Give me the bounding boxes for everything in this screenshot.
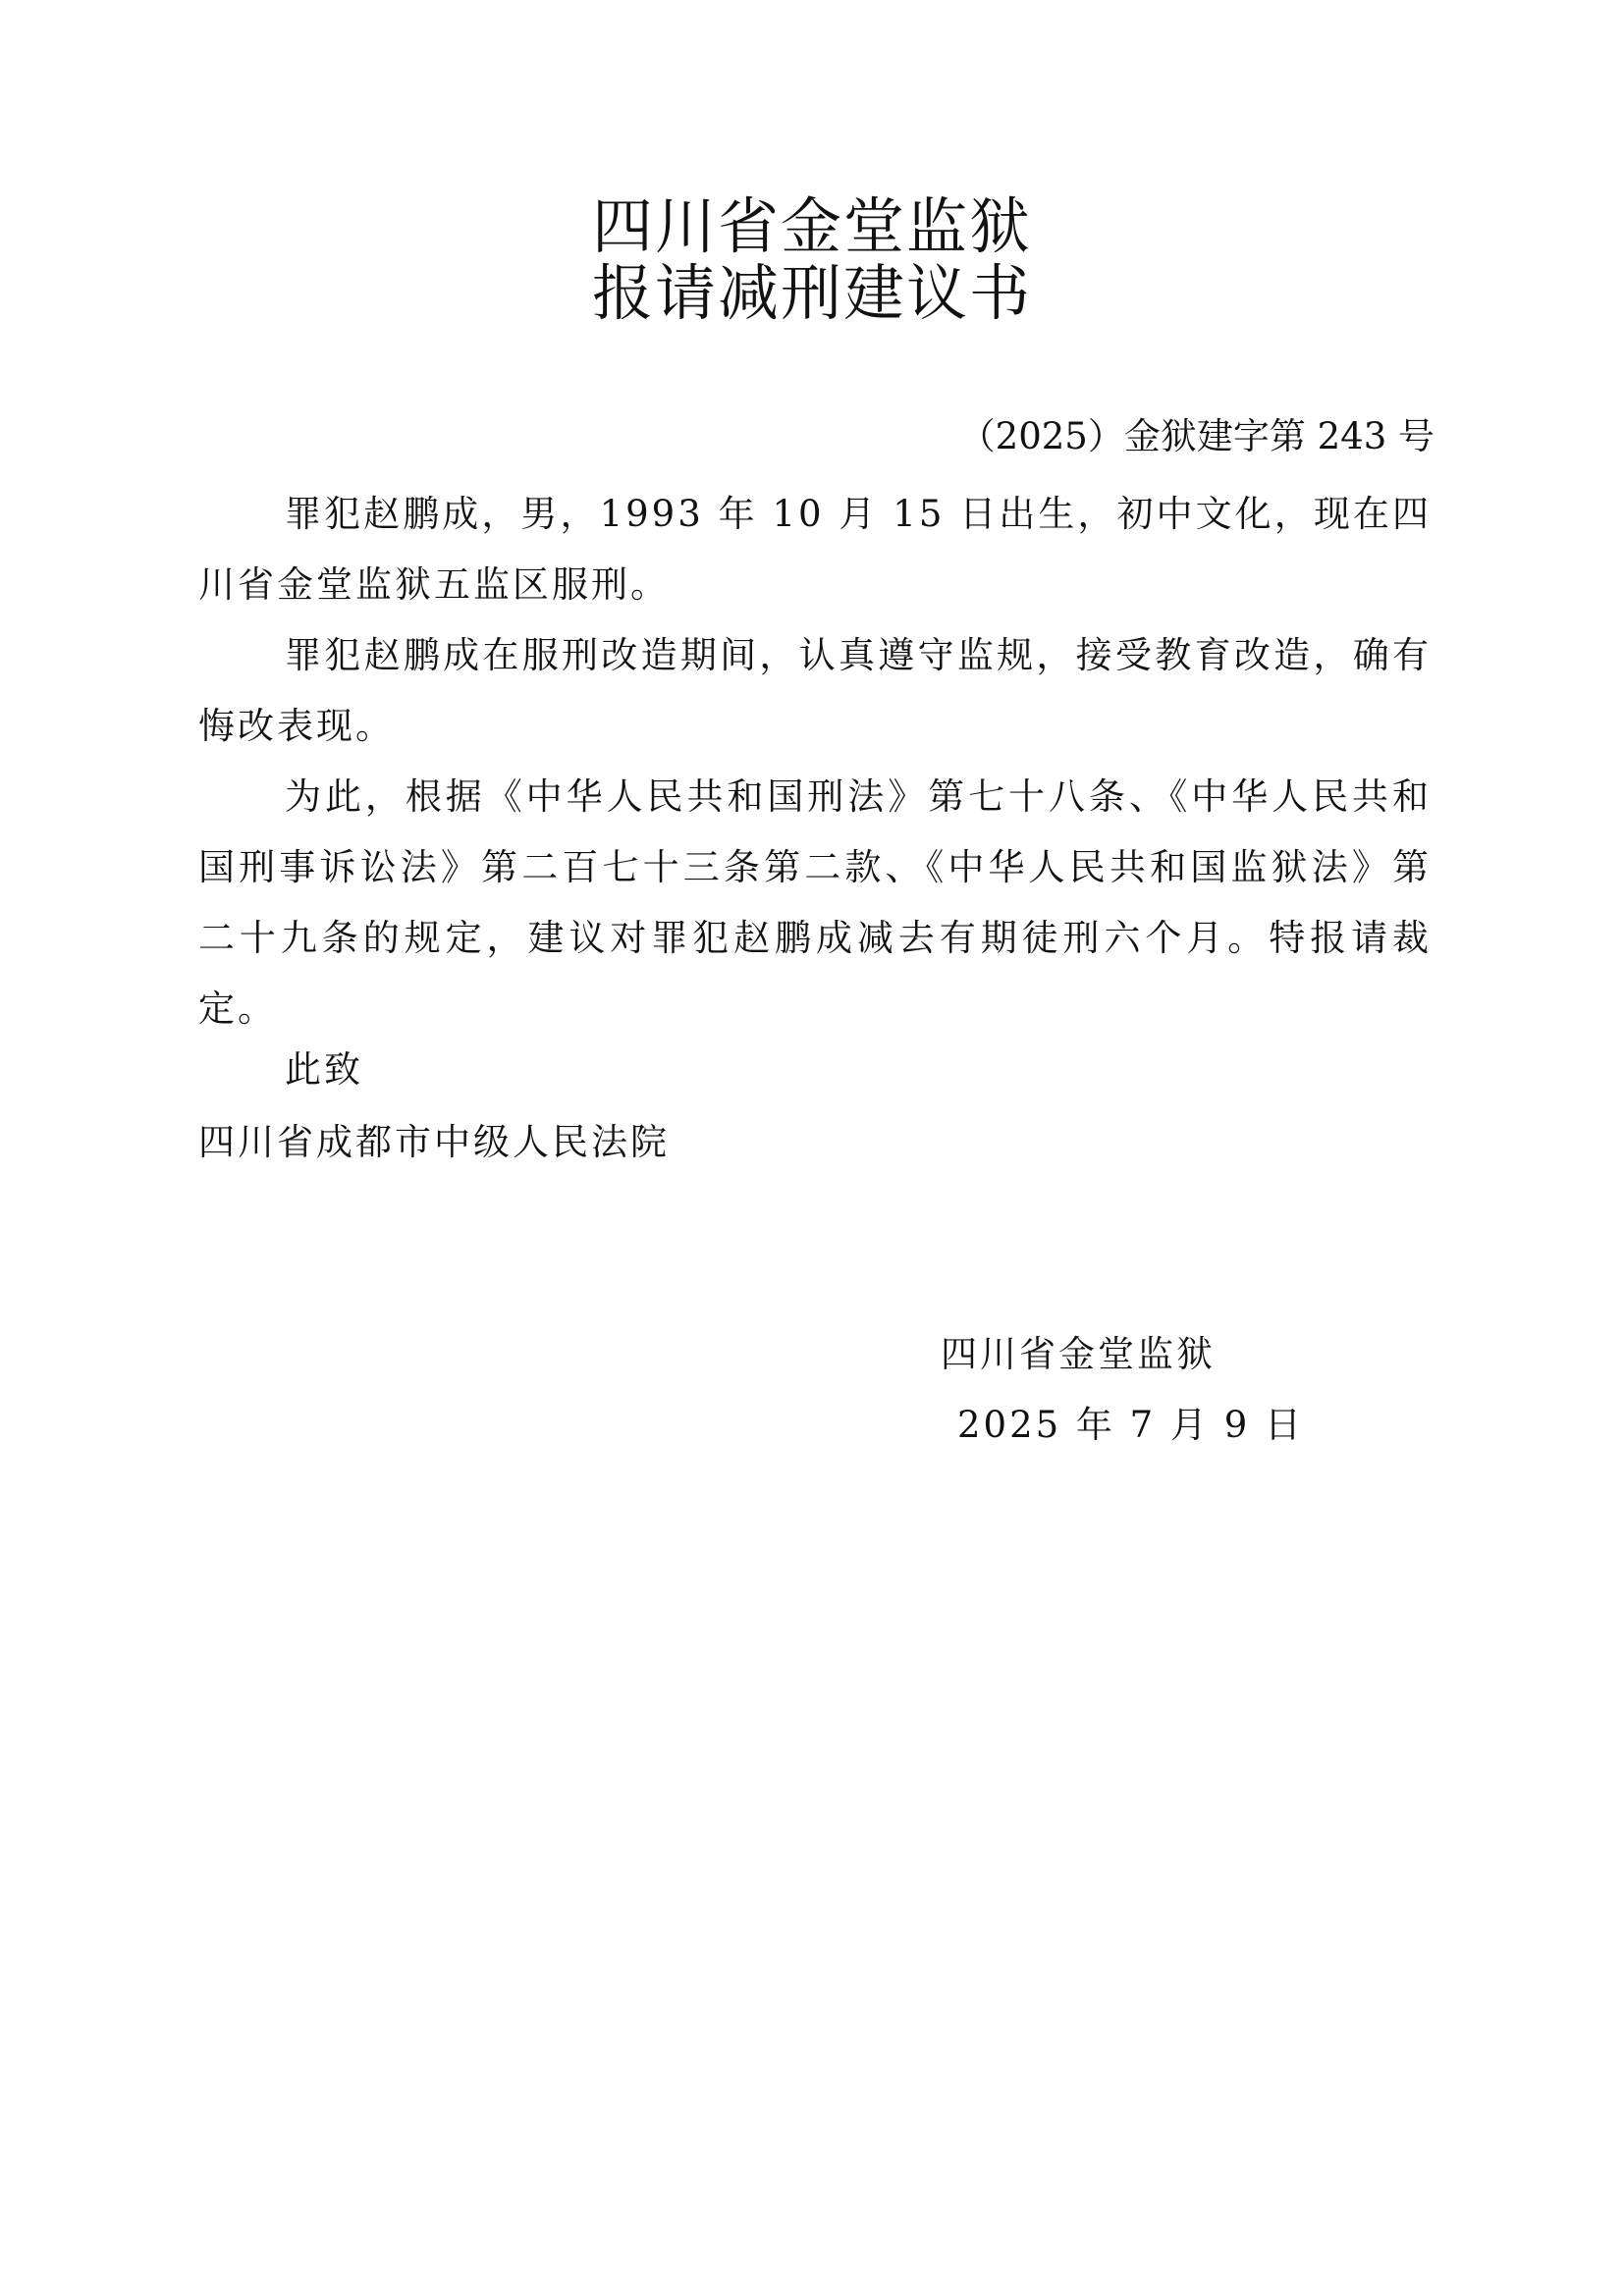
document-title-line1: 四川省金堂监狱: [591, 190, 1032, 262]
paragraph-inmate-info: 罪犯赵鹏成，男，1993 年 10 月 15 日出生，初中文化，现在四川省金堂监狱五监区服刑。: [198, 493, 1432, 606]
paragraph-proposal: 为此，根据《中华人民共和国刑法》第七十八条、《中华人民共和国刑事诉讼法》第二百七十三条第二款、《中华人民共和国监狱法》第二十九条的规定，建议对罪犯赵鹏成减去有期徒刑六个月。特报请裁定。: [198, 775, 1432, 1030]
signature-organization: 四川省金堂监狱: [941, 1333, 1216, 1375]
document-title-line2: 报请减刑建议书: [591, 257, 1032, 329]
salutation: 此致: [285, 1048, 363, 1091]
document-number: （2025）金狱建字第 243 号: [958, 415, 1435, 457]
paragraph-behavior: 罪犯赵鹏成在服刑改造期间，认真遵守监规，接受教育改造，确有悔改表现。: [198, 634, 1432, 747]
signature-date: 2025 年 7 月 9 日: [957, 1404, 1305, 1446]
recipient-court: 四川省成都市中级人民法院: [198, 1121, 670, 1163]
